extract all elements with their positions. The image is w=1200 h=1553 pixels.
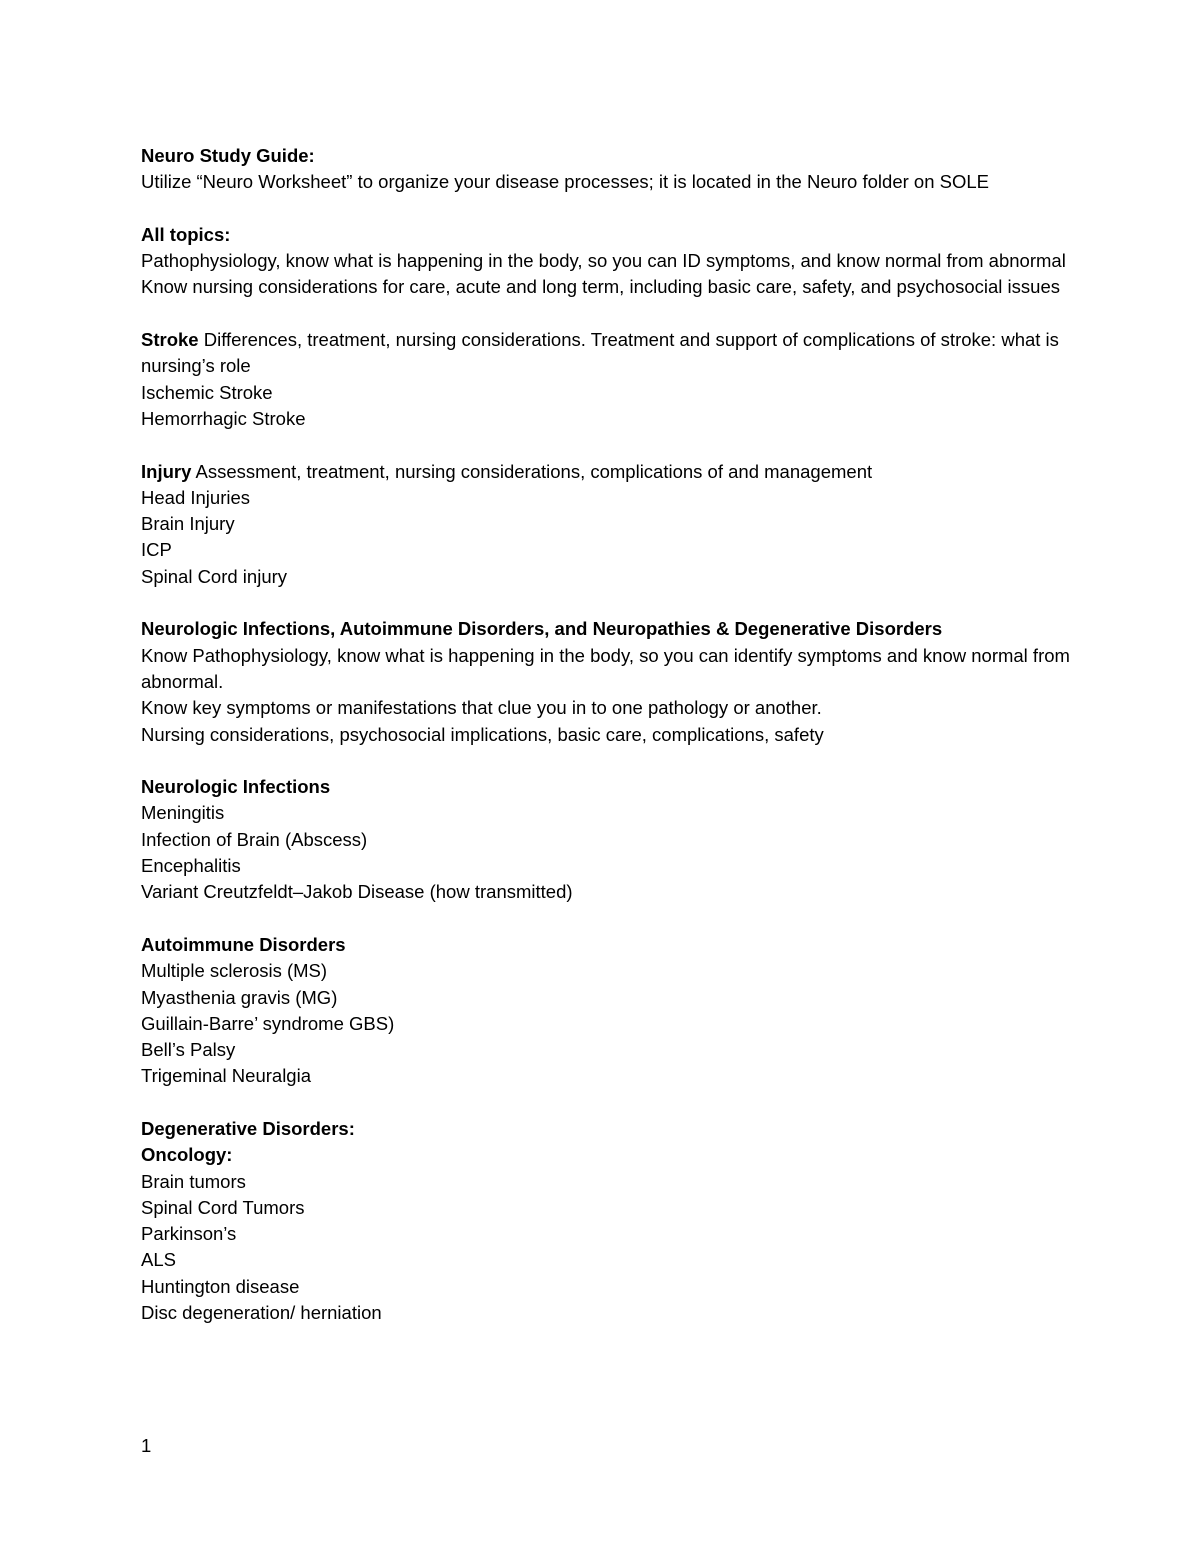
autoimmune-item: Myasthenia gravis (MG)	[141, 986, 338, 1008]
degenerative-item: Parkinson’s	[141, 1223, 237, 1245]
oncology-subheading: Oncology:	[141, 1144, 233, 1166]
neuro-infections-item: Infection of Brain (Abscess)	[141, 828, 368, 850]
neuro-infections-item: Variant Creutzfeldt–Jakob Disease (how transmitted)	[141, 881, 573, 903]
neuro-overview-item: Nursing considerations, psychosocial implications, basic care, complications, safety	[141, 723, 824, 745]
neuro-infections-item: Encephalitis	[141, 855, 241, 877]
spacer	[141, 432, 1071, 458]
injury-item: Brain Injury	[141, 513, 235, 535]
stroke-paragraph	[141, 327, 1071, 380]
injury-heading: Injury	[141, 460, 192, 482]
neuro-overview-heading: Neurologic Infections, Autoimmune Disorders, and Neuropathies & Degenerative Disorders	[141, 618, 943, 640]
document-body	[141, 143, 1071, 1326]
spacer	[141, 301, 1071, 327]
spacer	[141, 196, 1071, 222]
injury-item: Head Injuries	[141, 486, 251, 508]
autoimmune-heading: Autoimmune Disorders	[141, 933, 346, 955]
stroke-item: Hemorrhagic Stroke	[141, 407, 306, 429]
stroke-heading: Stroke	[141, 329, 199, 351]
neuro-overview-item: Know key symptoms or manifestations that clue you in to one pathology or another.	[141, 697, 822, 719]
autoimmune-item: Bell’s Palsy	[141, 1039, 236, 1061]
neuro-overview-item: Know Pathophysiology, know what is happening in the body, so you can identify symptoms and know normal from abnormal.	[141, 644, 1070, 692]
degenerative-item: Disc degeneration/ herniation	[141, 1302, 382, 1324]
injury-paragraph	[141, 459, 1071, 485]
spacer	[141, 590, 1071, 616]
stroke-item: Ischemic Stroke	[141, 381, 273, 403]
page-title: Neuro Study Guide:	[141, 145, 315, 166]
intro-text: Utilize “Neuro Worksheet” to organize your disease processes; it is located in the Neuro folder on SOLE	[141, 171, 989, 193]
all-topics-item: Know nursing considerations for care, acute and long term, including basic care, safety, and psychosocial issues	[141, 276, 1060, 298]
degenerative-item: Spinal Cord Tumors	[141, 1196, 305, 1218]
injury-description: Assessment, treatment, nursing considerations, complications of and management	[191, 460, 873, 482]
neuro-infections-heading: Neurologic Infections	[141, 776, 331, 798]
degenerative-item: ALS	[141, 1249, 176, 1271]
injury-item: ICP	[141, 539, 172, 561]
injury-item: Spinal Cord injury	[141, 565, 288, 587]
neuro-infections-item: Meningitis	[141, 802, 225, 824]
autoimmune-item: Trigeminal Neuralgia	[141, 1065, 311, 1087]
autoimmune-item: Guillain-Barre’ syndrome GBS)	[141, 1012, 395, 1034]
all-topics-heading: All topics:	[141, 223, 231, 245]
degenerative-heading: Degenerative Disorders:	[141, 1117, 355, 1139]
spacer	[141, 1090, 1071, 1116]
spacer	[141, 906, 1071, 932]
page-number: 1	[141, 1435, 152, 1456]
spacer	[141, 748, 1071, 774]
autoimmune-item: Multiple sclerosis (MS)	[141, 960, 328, 982]
degenerative-item: Brain tumors	[141, 1170, 246, 1192]
degenerative-item: Huntington disease	[141, 1275, 300, 1297]
stroke-description: Differences, treatment, nursing considerations. Treatment and support of complications of stroke: what is nursing’s role	[141, 329, 1059, 377]
all-topics-item: Pathophysiology, know what is happening in the body, so you can ID symptoms, and know normal from abnormal	[141, 250, 1066, 272]
